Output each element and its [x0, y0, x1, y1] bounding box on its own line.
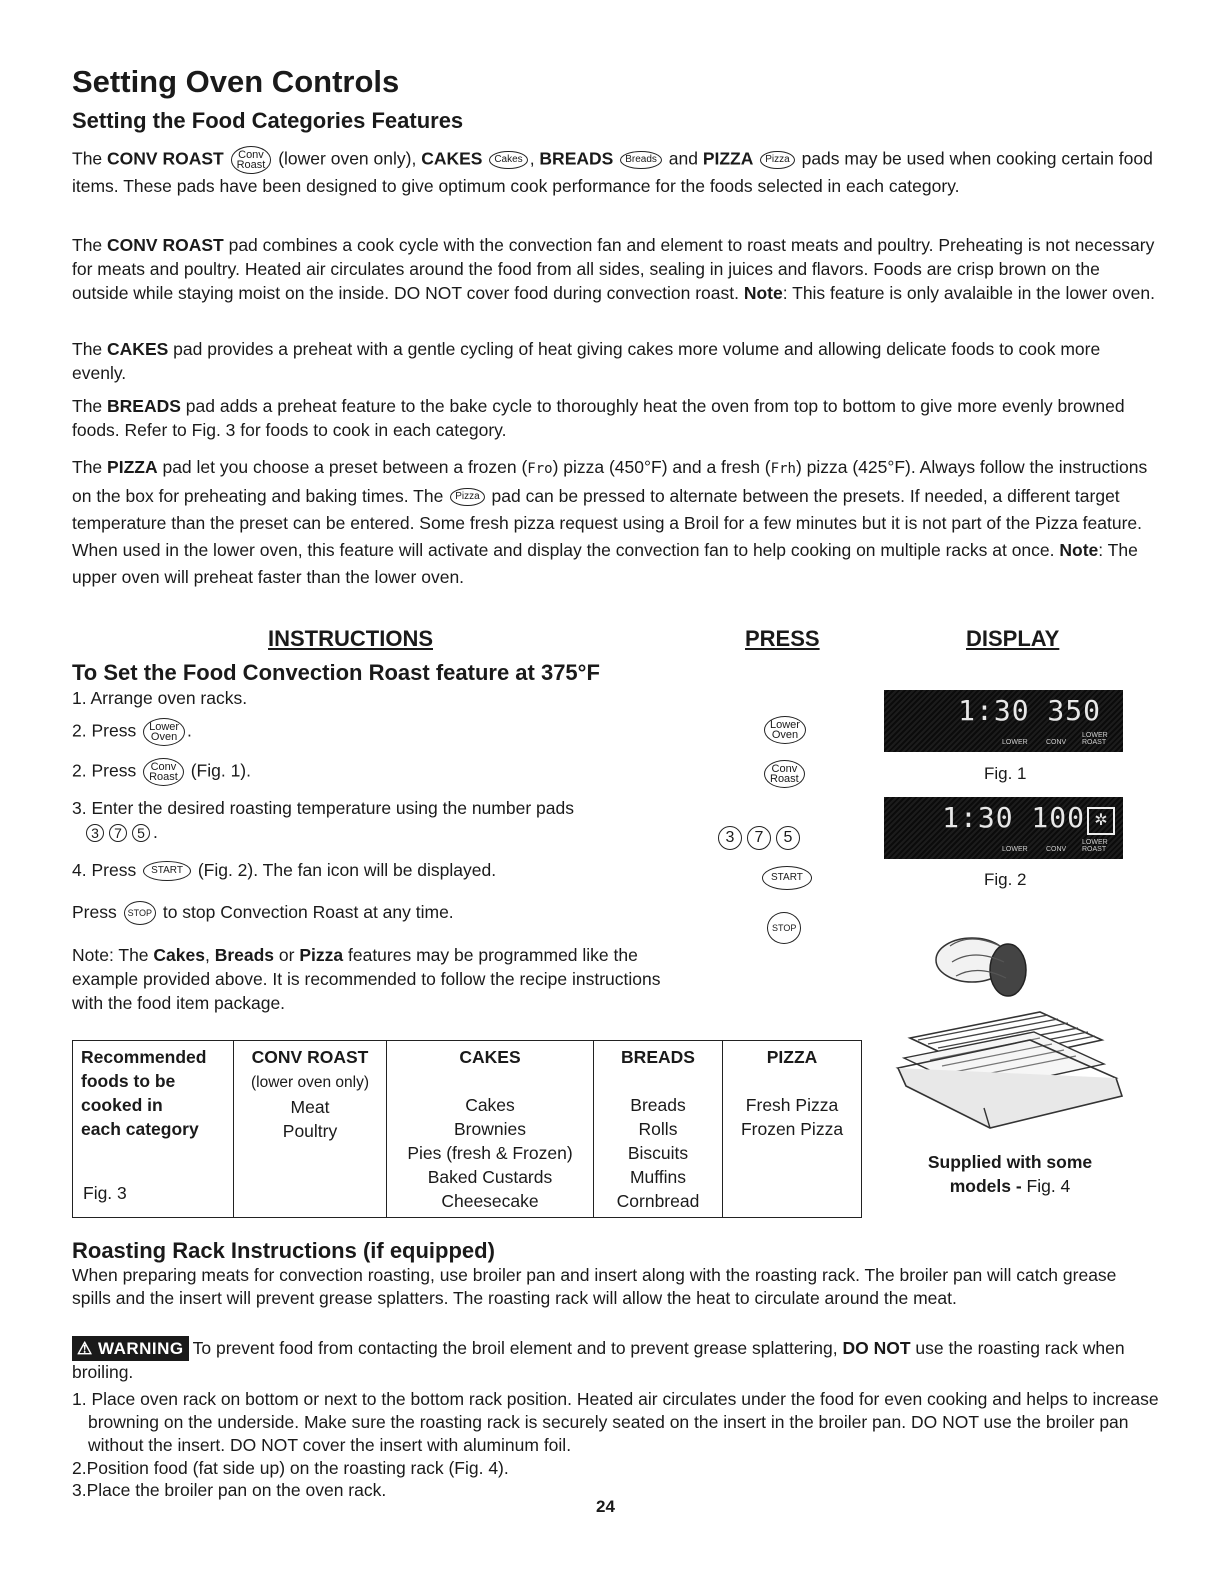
- page-title: Setting Oven Controls: [72, 64, 400, 99]
- step-1: 1. Arrange oven racks.: [72, 688, 248, 708]
- number-5-pad-icon: 5: [132, 824, 150, 842]
- instructions-heading: INSTRUCTIONS: [268, 626, 433, 651]
- section-title: Setting the Food Categories Features: [72, 108, 464, 133]
- lower-oven-pad-icon: Lower Oven: [143, 718, 185, 746]
- press-number-7-icon: 7: [747, 826, 771, 850]
- fig4-caption: Supplied with some models - Fig. 4: [927, 1152, 1093, 1196]
- breads-paragraph: The BREADS pad adds a preheat feature to the bake cycle to thoroughly heat the oven from top to bottom to give more evenly browned foods. Refer to Fig. 3 for foods to cook in each category.: [72, 396, 1125, 440]
- press-number-pads: [716, 826, 803, 850]
- cakes-pad-icon: Cakes: [489, 151, 527, 169]
- pizza-paragraph: The PIZZA pad let you choose a preset between a frozen (Fro) pizza (450°F) and a fresh (Frh) pizza (425°F). Always follow the instructions on the box for preheating and baking times. The Pizza pad can be pressed to alternate between the presets. If needed, a different target temperature than the preset can be entered. Some fresh pizza request using a Broil for a few minutes but it is not part of the Pizza feature. When used in the lower oven, this feature will activate and display the convection fan to help cooking on multiple racks at once. Note: The upper oven will preheat faster than the lower oven.: [72, 457, 1148, 587]
- step-2a: 2. Press Lower Oven .: [72, 718, 192, 746]
- note-block: Note: The Cakes, Breads or Pizza features may be programmed like the example provided above. It is recommended to follow the recipe instructions with the food item package.: [72, 945, 661, 1013]
- table-row: [73, 1041, 862, 1218]
- conv-roast-paragraph: The CONV ROAST pad combines a cook cycle with the convection fan and element to roast meats and poultry. Preheating is not necessary for meats and poultry. Heated air circulates around the food from all sides, sealing in juices and flavors. Foods are crisp brown on the outside while staying moist on the inside. DO NOT cover food during convection roast. Note: This feature is only avalaible in the lower oven.: [72, 235, 1155, 303]
- conv-roast-column: CONV ROAST (lower oven only) Meat Poultry: [234, 1041, 387, 1218]
- press-start-pad-icon: START: [762, 866, 812, 890]
- warning-triangle-icon: ⚠: [77, 1339, 93, 1358]
- conv-roast-pad-icon: Conv Roast: [231, 146, 272, 174]
- number-7-pad-icon: 7: [109, 824, 127, 842]
- press-lower-oven-pad-icon: Lower Oven: [764, 716, 806, 744]
- conv-roast-pad-icon: Conv Roast: [143, 758, 184, 786]
- stop-pad-icon: STOP: [124, 901, 156, 925]
- procedure-title: To Set the Food Convection Roast feature at 375°F: [72, 660, 600, 685]
- roasting-item-3: 3.Place the broiler pan on the oven rack.: [72, 1480, 387, 1500]
- press-number-3-icon: 3: [718, 826, 742, 850]
- food-categories-table: [72, 1040, 862, 1218]
- roasting-item-2: 2.Position food (fat side up) on the roasting rack (Fig. 4).: [72, 1458, 509, 1478]
- roasting-intro: When preparing meats for convection roasting, use broiler pan and insert along with the roasting rack. The broiler pan will catch grease spills and the insert will prevent grease splatters. The roasting rack will allow the heat to circulate around the meat.: [72, 1265, 1117, 1308]
- breads-column: BREADS Breads Rolls Biscuits Muffins Cornbread: [594, 1041, 723, 1218]
- pizza-column: PIZZA Fresh Pizza Frozen Pizza: [723, 1041, 862, 1218]
- display-fig1: 1:30 350 LOWER CONV LOWER ROAST: [884, 690, 1123, 752]
- roasting-title: Roasting Rack Instructions (if equipped): [72, 1238, 495, 1263]
- step-3: 3. Enter the desired roasting temperature using the number pads 3 7 5 .: [72, 798, 574, 842]
- number-3-pad-icon: 3: [86, 824, 104, 842]
- intro-paragraph: The CONV ROAST Conv Roast (lower oven only), CAKES Cakes , BREADS Breads and PIZZA Pizza pads may be used when cooking certain food items. These pads have been designed to give optimum cook performance for the foods selected in each category.: [72, 146, 1157, 198]
- roasting-item-1: 1. Place oven rack on bottom or next to the bottom rack position. Heated air circulates under the food for even cooking and helps to increase browning on the underside. Make sure the roasting rack is securely seated on the insert in the broiler pan. DO NOT use the broiler pan without the insert. DO NOT cover the insert with aluminum foil.: [72, 1389, 1159, 1455]
- display-fig2: 1:30 100 ✲ LOWER CONV LOWER ROAST: [884, 797, 1123, 859]
- warning-paragraph: ⚠ WARNING To prevent food from contacting the broil element and to prevent grease splattering, DO NOT use the roasting rack when broiling.: [72, 1338, 1125, 1382]
- fig2-caption: Fig. 2: [984, 870, 1027, 889]
- step-4: 4. Press START (Fig. 2). The fan icon will be displayed.: [72, 860, 497, 880]
- breads-pad-icon: Breads: [620, 151, 662, 169]
- fig3-caption: Fig. 3: [83, 1183, 127, 1203]
- roasting-rack-illustration: [890, 918, 1130, 1152]
- press-stop-pad-icon: STOP: [767, 912, 801, 944]
- fan-icon: ✲: [1087, 807, 1115, 835]
- step-stop: Press STOP to stop Convection Roast at any time.: [72, 900, 454, 925]
- page-number: 24: [596, 1497, 615, 1516]
- display-heading: DISPLAY: [966, 626, 1060, 651]
- warning-badge: ⚠ WARNING: [72, 1336, 189, 1361]
- pizza-pad-icon: Pizza: [450, 488, 484, 506]
- fig1-caption: Fig. 1: [984, 764, 1027, 783]
- cakes-column: CAKES Cakes Brownies Pies (fresh & Frozen) Baked Custards Cheesecake: [387, 1041, 594, 1218]
- press-heading: PRESS: [745, 626, 820, 651]
- cakes-paragraph: The CAKES pad provides a preheat with a gentle cycling of heat giving cakes more volume and allowing delicate foods to cook more evenly.: [72, 339, 1101, 383]
- pizza-pad-icon: Pizza: [760, 151, 794, 169]
- step-2b: 2. Press Conv Roast (Fig. 1).: [72, 758, 251, 786]
- table-first-column: Recommended foods to be cooked in each category Fig. 3: [73, 1041, 234, 1218]
- start-pad-icon: START: [143, 861, 191, 881]
- press-number-5-icon: 5: [776, 826, 800, 850]
- press-conv-roast-pad-icon: Conv Roast: [764, 760, 805, 788]
